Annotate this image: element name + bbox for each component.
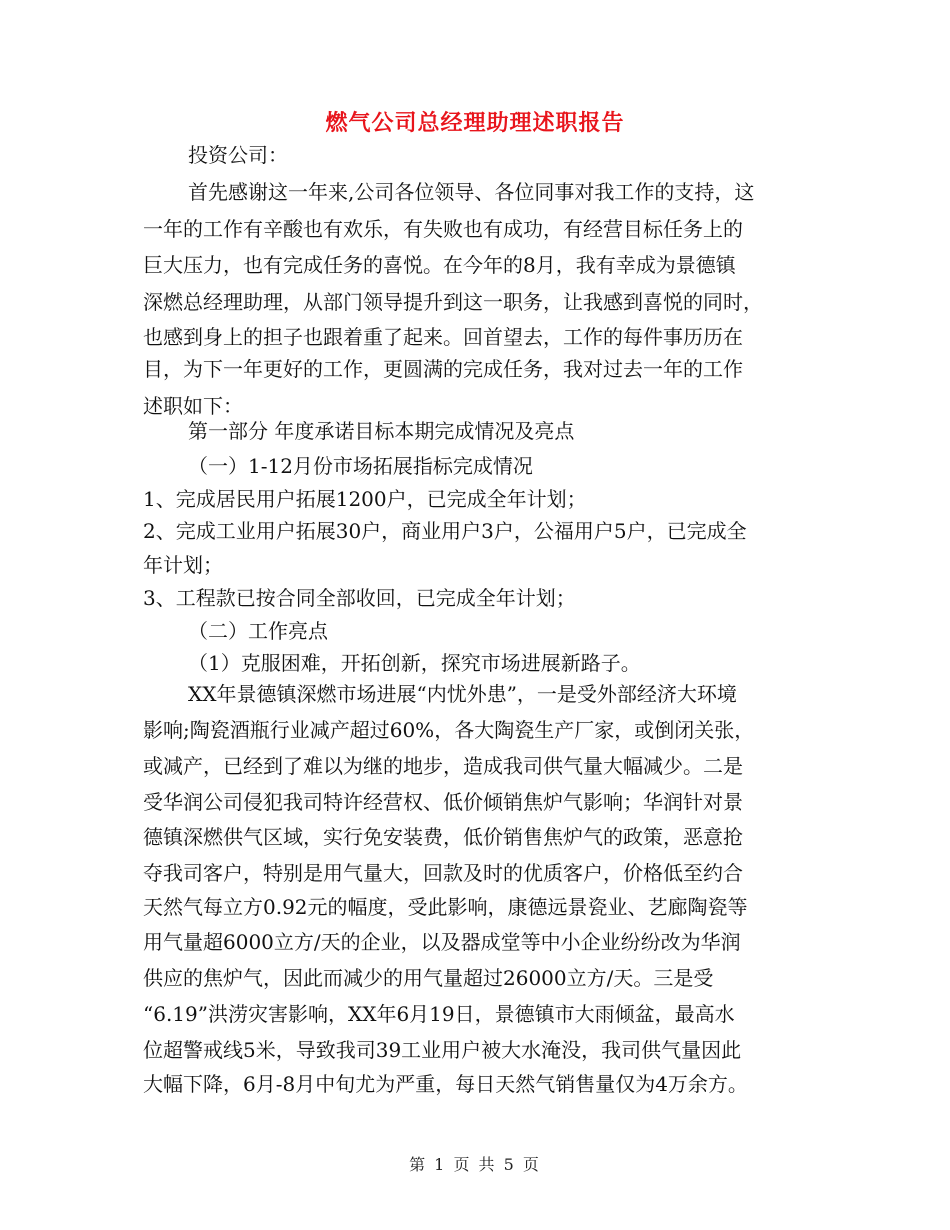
paragraph-line: 用气量超6000立方/天的企业，以及器成堂等中小企业纷纷改为华润 bbox=[143, 930, 741, 954]
page-footer: 第 1 页 共 5 页 bbox=[409, 1155, 541, 1174]
paragraph-line: 位超警戒线5米，导致我司39工业用户被大水淹没，我司供气量因此 bbox=[143, 1038, 742, 1062]
paragraph-line: 受华润公司侵犯我司特许经营权、低价倾销焦炉气影响；华润针对景 bbox=[143, 790, 743, 814]
paragraph-line: 1、完成居民用户拓展1200户，已完成全年计划； bbox=[143, 487, 587, 511]
paragraph-line: 天然气每立方0.92元的幅度，受此影响，康德远景瓷业、艺廊陶瓷等 bbox=[143, 895, 748, 919]
paragraph-line: 首先感谢这一年来,公司各位领导、各位同事对我工作的支持，这 bbox=[188, 180, 755, 204]
paragraph-line: 2、完成工业用户拓展30户，商业用户3户，公福用户5户，已完成全 bbox=[143, 519, 747, 543]
paragraph-line: （二）工作亮点 bbox=[188, 619, 328, 643]
paragraph-line: 夺我司客户，特别是用气量大，回款及时的优质客户，价格低至约合 bbox=[143, 861, 743, 885]
paragraph-line: 供应的焦炉气，因此而减少的用气量超过26000立方/天。三是受 bbox=[143, 966, 714, 990]
paragraph-line: 投资公司： bbox=[188, 143, 288, 167]
document-title: 燃气公司总经理助理述职报告 bbox=[325, 111, 625, 136]
paragraph-line: 一年的工作有辛酸也有欢乐，有失败也有成功，有经营目标任务上的 bbox=[143, 217, 743, 241]
paragraph-line: XX年景德镇深燃市场进展“内忧外患”，一是受外部经济大环境 bbox=[188, 682, 737, 706]
paragraph-line: （一）1-12月份市场拓展指标完成情况 bbox=[188, 454, 533, 478]
paragraph-line: 深燃总经理助理，从部门领导提升到这一职务，让我感到喜悦的同时， bbox=[143, 290, 763, 314]
paragraph-line: 述职如下： bbox=[143, 394, 243, 418]
paragraph-line: “6.19”洪涝灾害影响，XX年6月19日，景德镇市大雨倾盆，最高水 bbox=[143, 1002, 735, 1026]
paragraph-line: 大幅下降，6月-8月中旬尤为严重，每日天然气销售量仅为4万余方。 bbox=[143, 1072, 748, 1096]
paragraph-line: 年计划； bbox=[143, 553, 223, 577]
paragraph-line: （1）克服困难，开拓创新，探究市场进展新路子。 bbox=[188, 651, 641, 675]
paragraph-line: 或减产，已经到了难以为继的地步，造成我司供气量大幅减少。二是 bbox=[143, 754, 743, 778]
paragraph-line: 3、工程款已按合同全部收回，已完成全年计划； bbox=[143, 586, 576, 610]
paragraph-line: 目，为下一年更好的工作，更圆满的完成任务，我对过去一年的工作 bbox=[143, 357, 743, 381]
paragraph-line: 德镇深燃供气区域，实行免安装费，低价销售焦炉气的政策，恶意抢 bbox=[143, 825, 743, 849]
paragraph-line: 巨大压力，也有完成任务的喜悦。在今年的8月，我有幸成为景德镇 bbox=[143, 253, 736, 277]
paragraph-line: 第一部分 年度承诺目标本期完成情况及亮点 bbox=[188, 419, 575, 443]
paragraph-line: 也感到身上的担子也跟着重了起来。回首望去，工作的每件事历历在 bbox=[143, 325, 743, 349]
paragraph-line: 影响;陶瓷酒瓶行业减产超过60%，各大陶瓷生产厂家，或倒闭关张， bbox=[143, 718, 755, 742]
